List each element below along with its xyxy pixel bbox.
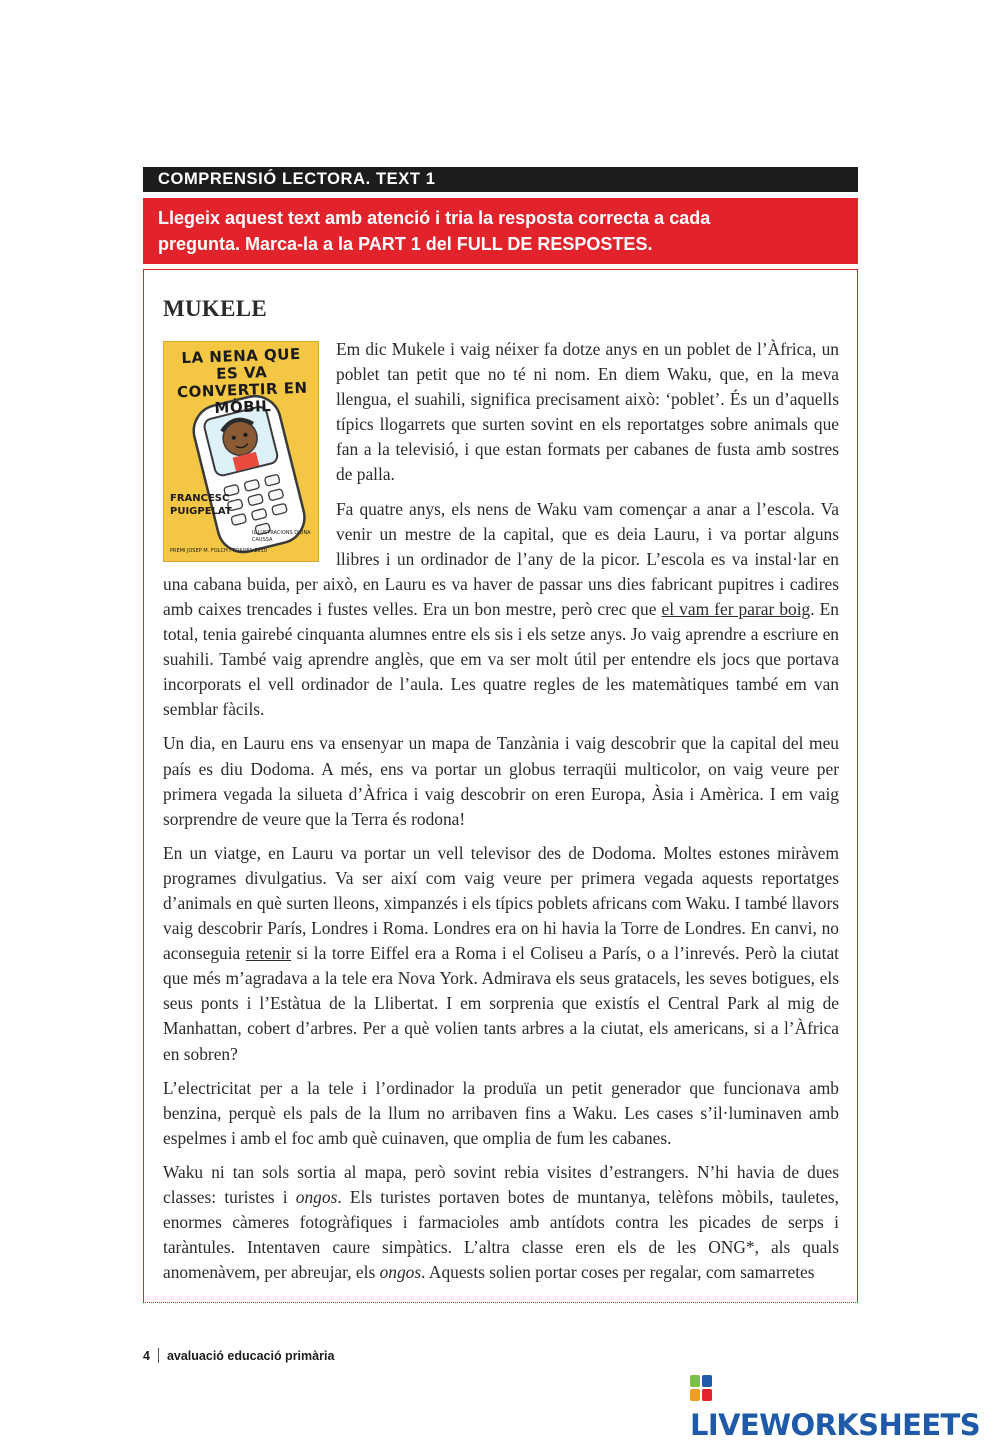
- book-cover-title: LA NENA QUE ES VA CONVERTIR EN MÒBIL: [176, 344, 308, 417]
- reading-text: [163, 337, 839, 1294]
- book-cover-illustrator: IL·LUSTRACIONS D'ONA CAUSSA: [252, 530, 311, 543]
- book-cover-author: FRANCESC PUIGPELAT: [170, 493, 232, 517]
- underlined-word-retenir: retenir: [245, 943, 292, 964]
- paragraph-3: Un dia, en Lauru ens va ensenyar un mapa de Tanzània i vaig descobrir que la capital del meu país es diu Dodoma. A més, ens va portar un globus terraqüi multicolor, on vaig veure per primera vegada la silueta d’Àfrica i vaig descobrir on eren Europa, Àsia i Amèrica. I em vaig sorprendre de veure que la Terra és rodona!: [163, 733, 839, 829]
- paragraph-4: En un viatge, en Lauru va portar un vell televisor des de Dodoma. Moltes estones miràvem programes divulgatius. Va ser així com vaig veure per primera vegada aquests reportatges d’animals en què surten lleons, ximpanzés i els típics poblets africans com Waku. I també llavors vaig descobrir París, Londres i Roma. Londres era on hi havia la Torre de Londres. En canvi, no aconseguia retenir si la torre Eiffel era a Roma i el Coliseu a París, o a l’inrevés. Però la ciutat que més m’agradava a la tele era Nova York. Admirava els seus gratacels, les seves botigues, els seus ponts i l’Estàtua de la Llibertat. I em sorprenia que existís el Central Park al mig de Manhattan, cobert d’arbres. Per a què volien tants arbres a la ciutat, els americans, si a l’Àfrica en sobren?: [163, 842, 839, 1064]
- instruction-line-1: Llegeix aquest text amb atenció i tria la resposta correcta a cada: [158, 208, 711, 228]
- paragraph-5: L’electricitat per a la tele i l’ordinador la produïa un petit generador que funcionava amb benzina, perquè els pals de la llum no arribaven fins a Waku. Les cases s’il·luminaven amb espelmes i amb el foc amb què cuinaven, que omplia de fum les cabanes.: [163, 1077, 839, 1148]
- story-title: MUKELE: [163, 296, 268, 321]
- instruction-line-2: pregunta. Marca-la a la PART 1 del FULL DE RESPOSTES.: [158, 234, 653, 254]
- instruction-box: [143, 198, 858, 264]
- watermark-text: LIVEWORKSHEETS: [690, 1408, 981, 1442]
- footer-label: avaluació educació primària: [166, 1349, 335, 1363]
- paragraph-1: Em dic Mukele i vaig néixer fa dotze anys en un poblet de l’Àfrica, un poblet tan petit que no té ni nom. En diem Waku, que, en la meva llengua, el suahili, significa precisament això: ‘poblet’. És un d’aquells típics llogarrets que surten sovint en els reportatges sobre animals que fan a la televisió, i que estan formats per cabanes de fusta amb sostres de palla.: [336, 339, 839, 485]
- page-footer: [143, 1348, 334, 1363]
- section-header: [143, 167, 858, 192]
- page-number: 4: [143, 1349, 150, 1363]
- paragraph-2: Fa quatre anys, els nens de Waku vam començar a anar a l’escola. Va venir un mestre de la capital, que es deia Lauru, i va portar alguns llibres i un ordinador de l’any de la picor. L’escola es va instal·lar en una cabana buida, per això, en Lauru es va haver de passar uns dies fabricant pupitres i cadires amb caixes trencades i fustes velles. Era un bon mestre, però crec que el vam fer parar boig. En total, tenia gairebé cinquanta alumnes entre els sis i els setze anys. Jo vaig aprendre a escriure en suahili. També vaig aprendre anglès, que em va ser molt útil per entendre els jocs que portava incorporats el vell ordinador de l’aula. Les quatre regles de les matemàtiques també em van semblar fàcils.: [163, 498, 840, 720]
- section-title: COMPRENSIÓ LECTORA. TEXT 1: [158, 170, 436, 188]
- book-cover-prize: PREMI JOSEP M. FOLCH I TORRES 2010: [170, 548, 267, 554]
- underlined-phrase-boig: el vam fer parar boig: [661, 598, 811, 619]
- liveworksheets-watermark: [690, 1371, 1000, 1442]
- paragraph-6: Waku ni tan sols sortia al mapa, però sovint rebia visites d’estrangers. N’hi havia de dues classes: turistes i ongos. Els turistes portaven botes de muntanya, telèfons mòbils, tauletes, enormes càmeres fotogràfiques i farmacioles amb antídots contra les picades de serps i taràntules. Intentaven caure simpàtics. L’altra classe eren els de les ONG*, als quals anomenàvem, per abreujar, els ongos. Aquests solien portar coses per regalar, com samarretes: [163, 1161, 839, 1283]
- liveworksheets-logo-icon: [690, 1375, 714, 1403]
- footer-divider: [158, 1348, 159, 1363]
